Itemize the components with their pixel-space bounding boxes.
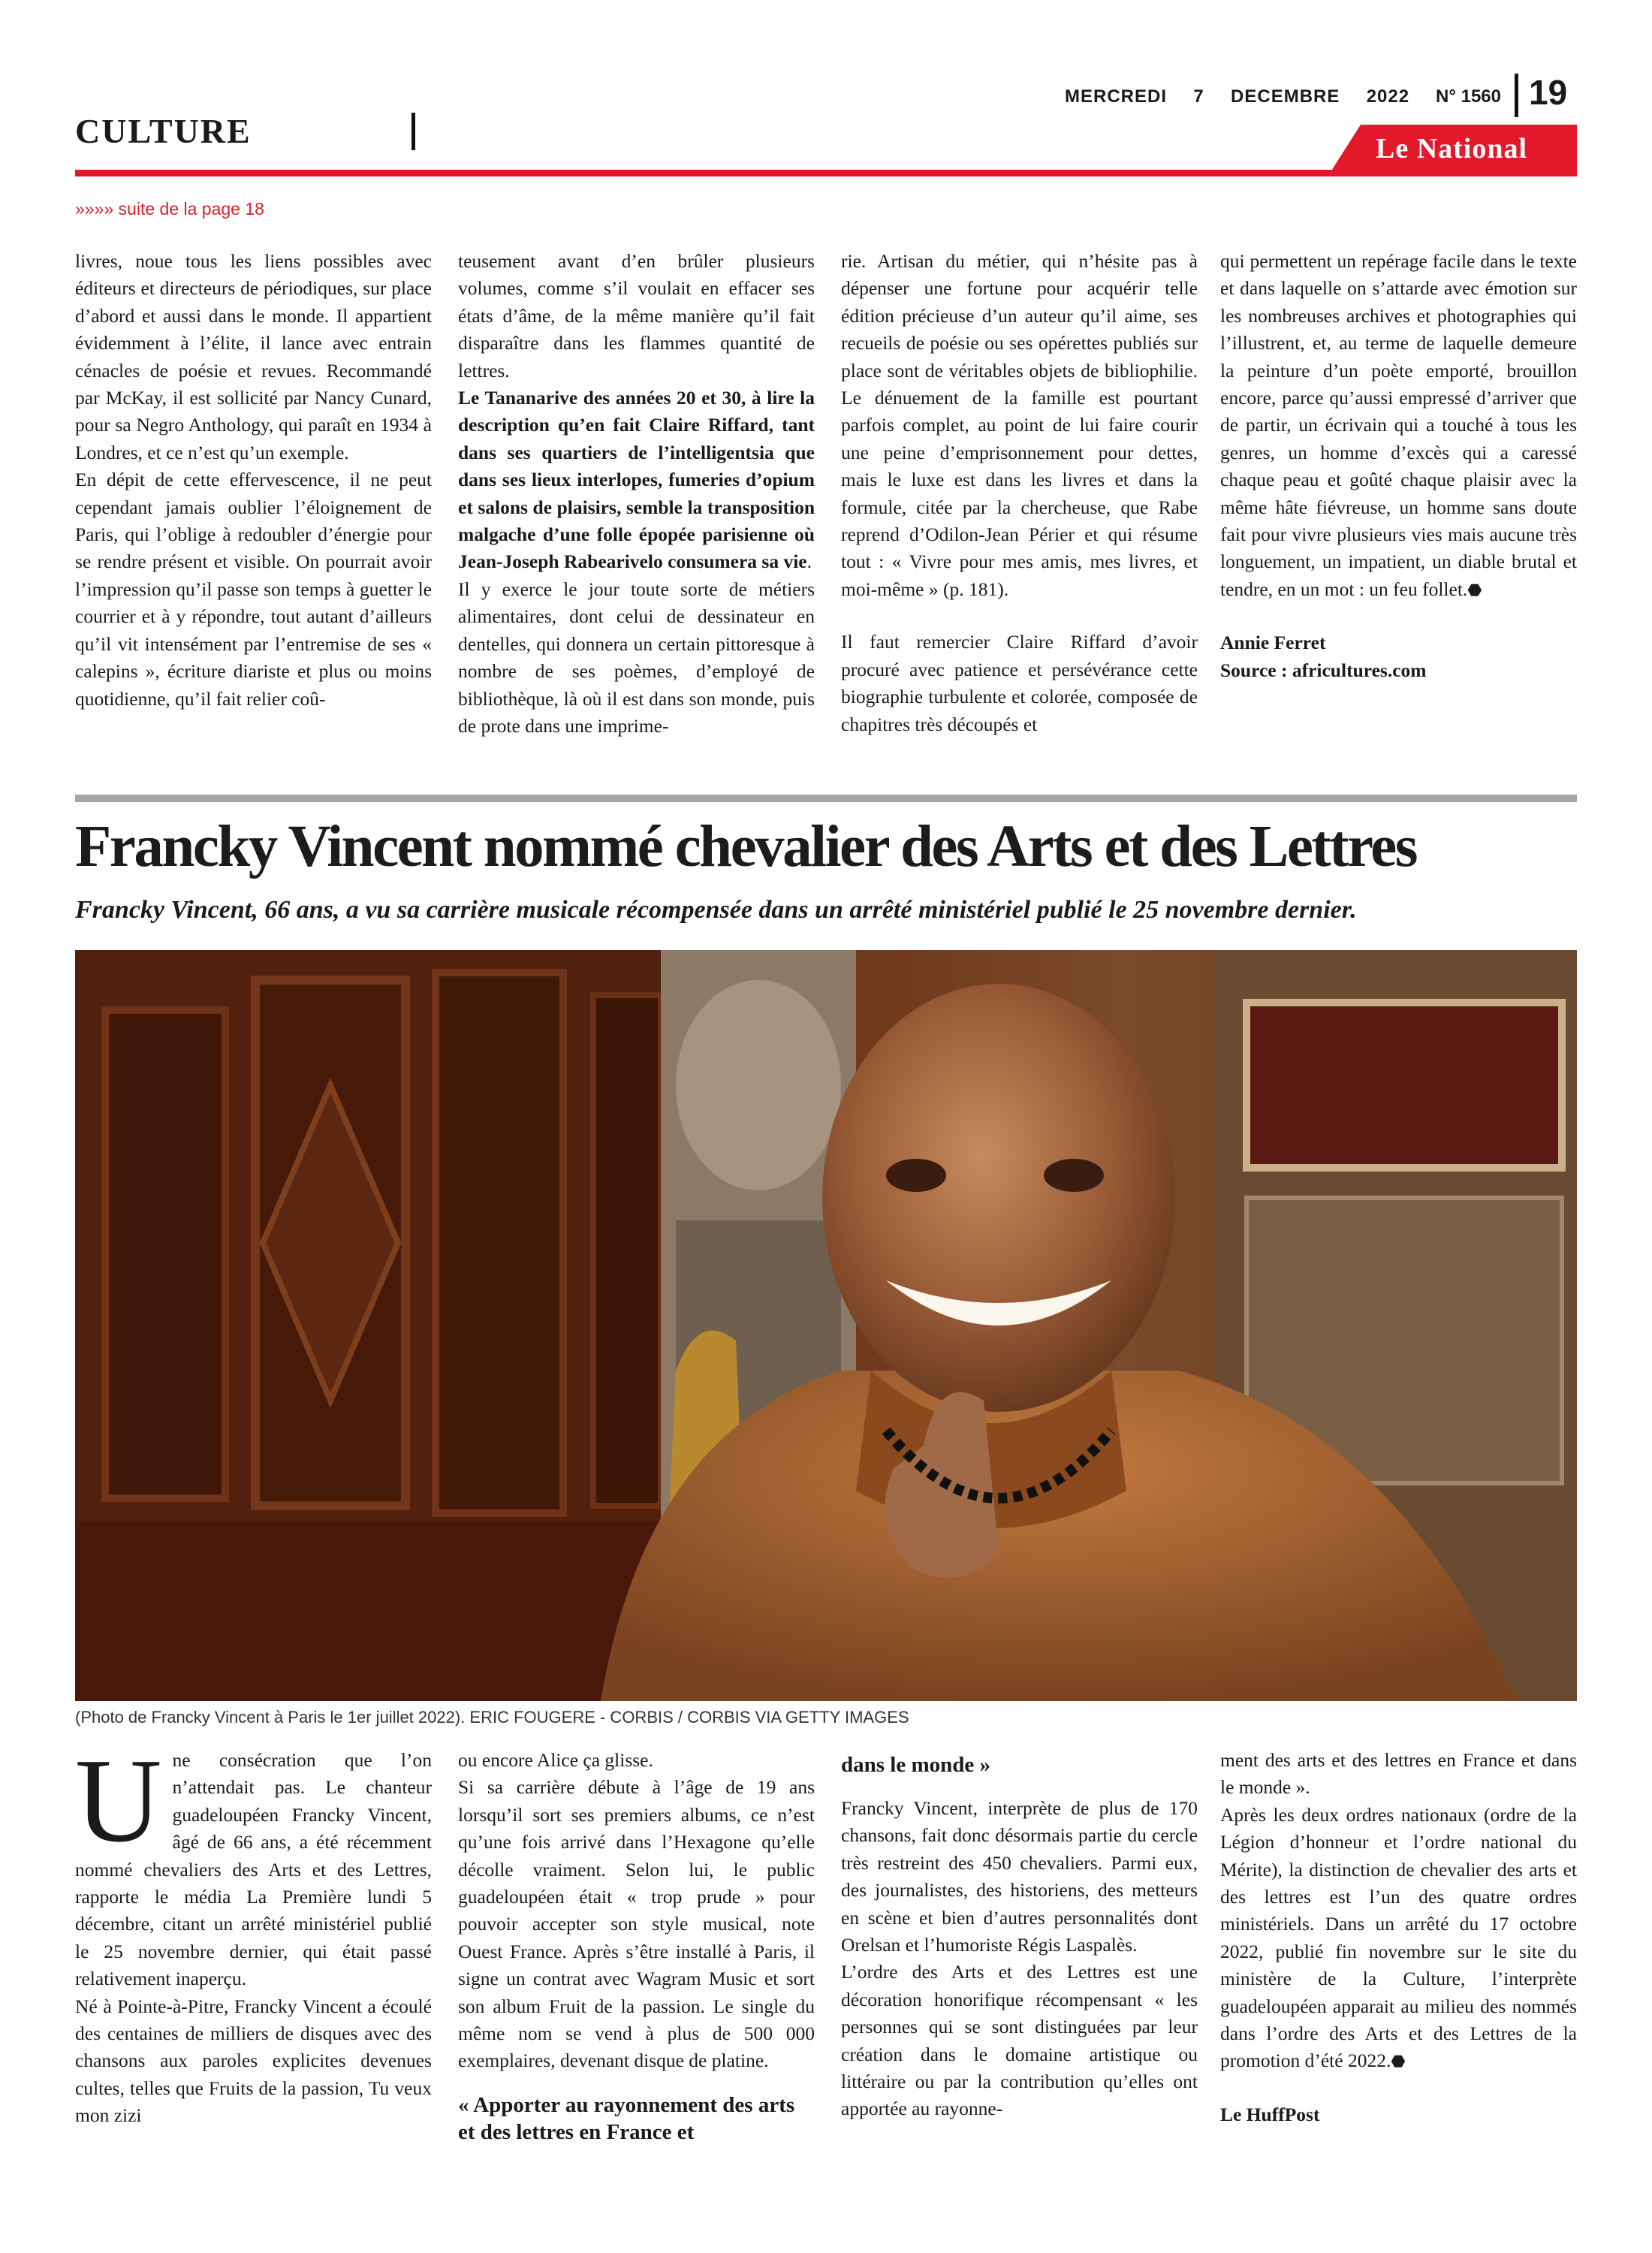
continuation-note: »»»» suite de la page 18 xyxy=(75,199,264,219)
end-mark-icon: ⬣ xyxy=(1391,2052,1406,2071)
paragraph-text: ne consécration que l’on n’attendait pas. Le chanteur guadeloupéen Francky Vincent, âgé de 66 ans, a été récemment nommé chevaliers des Arts et des Lettres, rapporte le média La Première lundi 5 décembre, citant un arrêté ministériel publié le 25 novembre dernier, qui était passé relativement inaperçu. xyxy=(75,1749,432,1990)
top-article-column-2 xyxy=(458,248,815,740)
main-article-column-1 xyxy=(75,1733,432,2130)
section-divider xyxy=(411,113,415,150)
issue-number: N° 1560 xyxy=(1436,86,1501,107)
paragraph-text: Après les deux ordres nationaux (ordre de la Légion d’honneur et l’ordre national du Mérite), la distinction de chevalier des arts et des lettres est l’un des quatre ordres ministériels. Dans un arrêté du 17 octobre 2022, publié fin novembre sur le site du ministère de la Culture, l’interprète guadeloupéen apparait au milieu des nommés dans l’ordre des Arts et des Lettres de la promotion d’été 2022. xyxy=(1220,1803,1577,2072)
paragraph-end xyxy=(1220,1802,1577,2076)
main-article-column-2 xyxy=(458,1747,815,2146)
subheading-continued: dans le monde » xyxy=(841,1753,991,1777)
paragraph-text: qui permettent un repérage facile dans le texte et dans laquelle on s’attarde avec émotion sur les nombreuses archives et photographies qui l’illustrent, et, au terme de laquelle demeure la peinture d’un poète emporté, brouillon encore, parce qu’aussi empressé d’arriver que de partir, un écrivain qui a touché à tous les genres, un homme d’excès qui a caressé chaque peau et goûté chaque plaisir avec la même hâte fiévreuse, un homme sans doute fait pour vivre plusieurs vies mais aucune très longuement, un impatient, un diable brutal et tendre, en un mot : un feu follet. xyxy=(1220,250,1577,600)
end-mark-icon: ⬣ xyxy=(1467,580,1482,599)
paragraph: livres, noue tous les liens possibles avec éditeurs et directeurs de périodiques, sur place d’abord et aussi dans le monde. Il appartient évidemment à l’élite, il lance avec entrain cénacles de poésie et revues. Recommandé par McKay, il est sollicité par Nancy Cunard, pour sa Negro Anthology, qui paraît en 1934 à Londres, et ce n’est qu’un exemple. xyxy=(75,250,432,463)
top-article-column-1 xyxy=(75,248,432,713)
header-rule xyxy=(75,170,1577,176)
article-divider xyxy=(75,795,1577,802)
paragraph: En dépit de cette effervescence, il ne peut cependant jamais oublier l’éloignement de Paris, qui l’oblige à redoubler d’énergie pour se rendre présent et visible. On pourrait avoir l’impression qu’il passe son temps à guetter le courrier et à y répondre, tout autant d’ailleurs qu’il vit intensément par l’entremise de ses « calepins », écriture diariste et plus ou moins quotidienne, qu’il fait relier coû- xyxy=(75,469,432,710)
paragraph: Il faut remercier Claire Riffard d’avoir procuré avec patience et persévérance cette biographie turbulente et colorée, composée de chapitres très découpés et xyxy=(841,631,1198,735)
paragraph: L’ordre des Arts et des Lettres est une décoration honorifique récompensant « les personnes qui se sont distinguées par leur création dans le domaine artistique ou littéraire ou par la contribution qu’elles ont apportée au rayonne- xyxy=(841,1961,1198,2120)
top-article-column-4 xyxy=(1220,248,1577,684)
paragraph: ou encore Alice ça glisse. xyxy=(458,1749,653,1771)
paragraph: rie. Artisan du métier, qui n’hésite pas à dépenser une fortune pour acquérir telle édition précieuse d’un auteur qu’il aime, ses recueils de poésie ou ses opérettes publiés sur place sont de véritables objets de bibliophilie. Le dénuement de la famille est pourtant parfois complet, au point de lui faire courir une peine d’emprisonnement pour dettes, mais le luxe est dans les livres et dans la formule, citée par la chercheuse, que Rabe reprend d’Odilon-Jean Périer et qui résume tout : « Vivre pour mes amis, mes livres, et moi-même » (p. 181). xyxy=(841,250,1198,600)
bold-text: Le Tananarive des années 20 et 30, à lire la description qu’en fait Claire Riffard, tant dans ses quartiers de l’intelligentsia que dans ses lieux interlopes, fumeries d’opium et salons de plaisirs, semble la transposition malgache d’une folle épopée parisienne où Jean-Joseph Rabearivelo consumera sa vie xyxy=(458,387,815,573)
article-source: Le HuffPost xyxy=(1220,2103,1320,2125)
paragraph: ment des arts et des lettres en France et dans le monde ». xyxy=(1220,1749,1577,1799)
paragraph: Francky Vincent, interprète de plus de 170 chansons, fait donc désormais partie du cercle très restreint des 450 chevaliers. Parmi eux, des journalistes, des historiens, des metteurs en scène et bien d’autres personnalités dont Orelsan et l’humoriste Régis Laspalès. xyxy=(841,1797,1198,1956)
paragraph: teusement avant d’en brûler plusieurs volumes, comme s’il voulait en effacer ses états d’âme, de la même manière qu’il fait disparaître dans les flammes quantité de lettres. xyxy=(458,250,815,382)
photo-caption: (Photo de Francky Vincent à Paris le 1er juillet 2022). ERIC FOUGERE - CORBIS / CORBIS VIA GETTY IMAGES xyxy=(75,1708,909,1727)
page-divider xyxy=(1515,74,1518,117)
page-number: 19 xyxy=(1529,73,1568,112)
brand-name: Le National xyxy=(1376,133,1528,164)
lead-paragraph xyxy=(75,1733,432,1993)
paragraph: Si sa carrière débute à l’âge de 19 ans lorsqu’il sort ses premiers albums, ce n’est qu’une fois arrivé dans l’Hexagone qu’elle décolle vraiment. Selon lui, le public guadeloupéen était « trop prude » pour pouvoir accepter son style musical, note Ouest France. Après s’être installé à Paris, il signe un contrat avec Wagram Music et sort son album Fruit de la passion. Le single du même nom se vend à plus de 500 000 exemplaires, devenant disque de platine. xyxy=(458,1776,815,2072)
top-article-column-3 xyxy=(841,248,1198,738)
drop-cap: U xyxy=(75,1733,162,1867)
portrait-illustration xyxy=(75,950,1577,1701)
author-name: Annie Ferret xyxy=(1220,632,1326,654)
section-title: CULTURE xyxy=(75,112,252,150)
subheading: « Apporter au rayonnement des arts et des lettres en France et xyxy=(458,2092,795,2144)
main-article-column-3 xyxy=(841,1747,1198,2123)
main-article-column-4 xyxy=(1220,1747,1577,2128)
headline: Francky Vincent nommé chevalier des Arts et des Lettres xyxy=(75,814,1416,879)
bold-paragraph: Le Tananarive des années 20 et 30, à lire la description qu’en fait Claire Riffard, tant dans ses quartiers de l’intelligentsia que dans ses lieux interlopes, fumeries d’opium et salons de plaisirs, semble la transposition malgache d’une folle épopée parisienne où Jean-Joseph Rabearivelo consumera sa vie. xyxy=(458,387,815,573)
issue-date: MERCREDI 7 DECEMBRE 2022 xyxy=(1065,86,1410,107)
article-photo xyxy=(75,950,1577,1701)
paragraph: Né à Pointe-à-Pitre, Francky Vincent a écoulé des centaines de milliers de disques avec des chansons aux paroles explicites devenues cultes, telles que Fruits de la passion, Tu veux mon zizi xyxy=(75,1995,432,2127)
article-source: Source : africultures.com xyxy=(1220,659,1427,681)
paragraph-end xyxy=(1220,248,1577,604)
paragraph: Il y exerce le jour toute sorte de métiers alimentaires, dont celui de dessinateur en dentelles, qui donnera un certain pittoresque à nombre de ses poèmes, d’employé de bibliothèque, là où il est dans son monde, puis de prote dans une imprime- xyxy=(458,578,815,737)
standfirst: Francky Vincent, 66 ans, a vu sa carrière musicale récompensée dans un arrêté ministériel publié le 25 novembre dernier. xyxy=(75,896,1357,924)
